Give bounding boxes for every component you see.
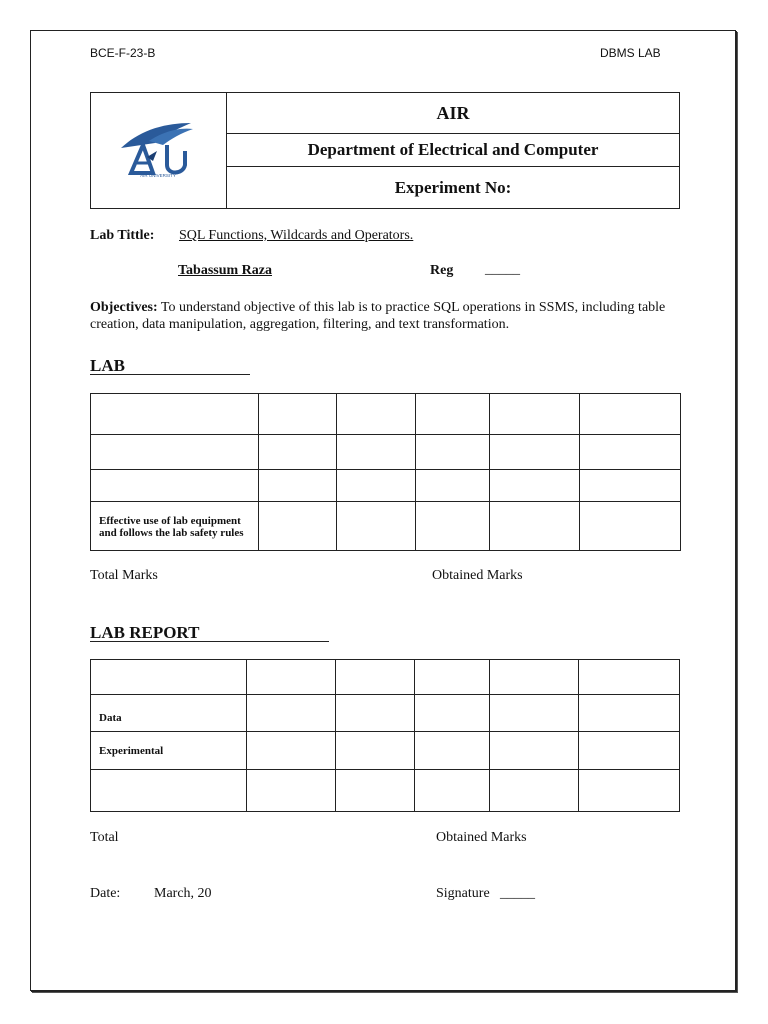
table-row	[91, 435, 681, 470]
logo-caption: AIR UNIVERSITY	[140, 173, 176, 178]
signature-line: _____	[500, 886, 535, 901]
table-row	[91, 660, 680, 695]
lab-section-underline	[90, 374, 250, 375]
lab-marks-table	[90, 393, 681, 551]
criteria-cell: Experimental	[91, 732, 247, 770]
lab-total-marks: Total Marks	[90, 568, 158, 583]
lab-report-marks-table	[90, 659, 680, 812]
lab-section-title: LAB	[90, 356, 125, 375]
student-name: Tabassum Raza	[178, 263, 273, 278]
lab-report-section-title: LAB REPORT	[90, 623, 200, 642]
university-logo	[91, 93, 227, 208]
lab-title-label: Lab Tittle:	[90, 228, 155, 243]
signature-label: Signature	[436, 886, 490, 901]
course-code: BCE-F-23-B	[90, 46, 156, 60]
reg-label: Reg	[430, 263, 454, 278]
date-value: March, 20	[154, 886, 212, 901]
report-obtained-marks: Obtained Marks	[436, 830, 527, 845]
title-block	[90, 92, 680, 209]
date-label: Date:	[90, 886, 121, 901]
reg-value: _____	[485, 262, 520, 277]
title-line-2: Department of Electrical and Computer	[227, 134, 679, 167]
lab-title-value: SQL Functions, Wildcards and Operators.	[179, 228, 414, 243]
title-line-1: AIR	[227, 93, 679, 134]
lab-name: DBMS LAB	[600, 46, 661, 60]
lab-report-section-underline	[90, 641, 329, 642]
table-row	[91, 770, 680, 812]
table-row	[91, 470, 681, 502]
criteria-cell: Data	[91, 695, 247, 732]
criteria-cell: Effective use of lab equipment and follows the lab safety rules	[91, 502, 259, 551]
table-row	[91, 502, 681, 551]
objectives	[90, 299, 684, 333]
air-university-logo-icon	[91, 93, 226, 208]
title-line-3: Experiment No:	[394, 177, 512, 197]
lab-obtained-marks: Obtained Marks	[432, 568, 523, 583]
objectives-text: To understand objective of this lab is to practice SQL operations in SSMS, including table creation, data manipulation, aggregation, filtering, and text transformation.	[90, 300, 666, 332]
table-row	[91, 394, 681, 435]
table-row	[91, 732, 680, 770]
objectives-label: Objectives:	[90, 300, 158, 315]
report-total: Total	[90, 830, 119, 845]
table-row	[91, 695, 680, 732]
